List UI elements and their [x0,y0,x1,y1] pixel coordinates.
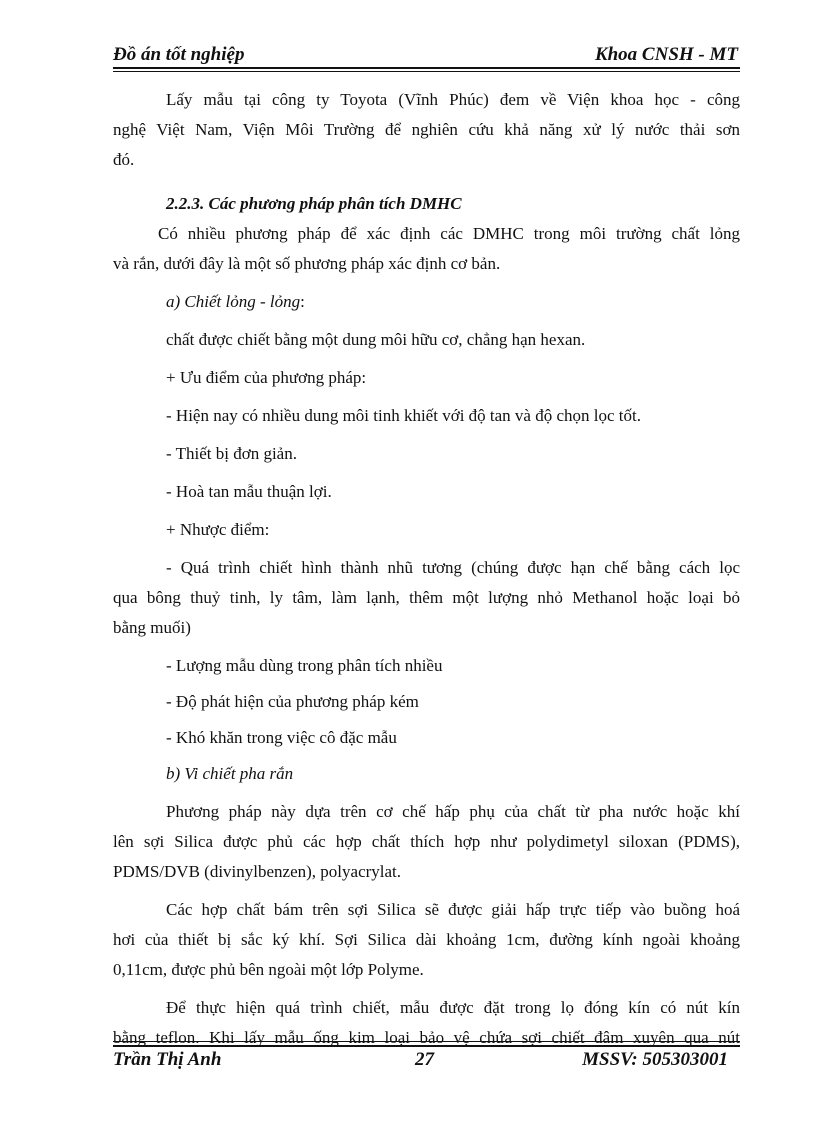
line: nghệ Việt Nam, Viện Môi Trường để nghiên cứu khả năng xử lý nước thải sơn [113,120,740,139]
list-item: - Khó khăn trong việc cô đặc mẫu [166,728,397,747]
paragraph-line: đó. [113,150,135,169]
line: lên sợi Silica được phủ các hợp chất thích hợp như polydimetyl siloxan (PDMS), [113,832,740,851]
paragraph-sampling [113,85,740,145]
line: Lấy mẫu tại công ty Toyota (Vĩnh Phúc) đem về Viện khoa học - công [166,90,740,109]
subheading-a [113,287,740,317]
footer-author: Trần Thị Anh [113,1049,222,1070]
header-department: Khoa CNSH - MT [594,44,738,65]
paragraph-silica [113,895,740,955]
paragraph-intro [113,219,740,249]
list-item: - Lượng mẫu dùng trong phân tích nhiều [166,656,443,675]
footer-student-id: MSSV: 505303001 [582,1049,728,1070]
paragraph-spme [113,797,740,857]
line: hơi của thiết bị sắc ký khí. Sợi Silica dài khoảng 1cm, đường kính ngoài khoảng [113,930,740,949]
line: Các hợp chất bám trên sợi Silica sẽ được giải hấp trực tiếp vào buồng hoá [166,900,740,919]
paragraph-line: 0,11cm, được phủ bên ngoài một lớp Polyme. [113,960,424,979]
section-heading: 2.2.3. Các phương pháp phân tích DMHC [166,194,462,213]
line: Phương pháp này dựa trên cơ chế hấp phụ của chất từ pha nước hoặc khí [166,802,740,821]
line: bằng teflon. Khi lấy mẫu ống kim loại bảo vệ chứa sợi chiết đâm xuyên qua nút [113,1028,740,1047]
footer-rule-thick [113,1045,740,1047]
list-item: + Nhược điểm: [166,520,270,539]
list-item: - Hoà tan mẫu thuận lợi. [166,482,332,501]
subheading-a-text: a) Chiết lỏng - lỏng [166,292,301,311]
line: - Quá trình chiết hình thành nhũ tương (chúng được hạn chế bằng cách lọc [166,558,740,577]
colon: : [300,292,305,311]
footer-rule-thin [113,1041,740,1042]
list-item: + Ưu điểm của phương pháp: [166,368,367,387]
paragraph-line: bằng muối) [113,618,191,637]
paragraph-line: PDMS/DVB (divinylbenzen), polyacrylat. [113,862,402,881]
page-number: 27 [415,1049,434,1070]
list-item: - Độ phát hiện của phương pháp kém [166,692,419,711]
header-title: Đồ án tốt nghiệp [113,44,245,65]
list-item: - Hiện nay có nhiều dung môi tinh khiết với độ tan và độ chọn lọc tốt. [166,406,641,425]
list-item: chất được chiết bằng một dung môi hữu cơ, chẳng hạn hexan. [166,330,586,349]
list-item: - Thiết bị đơn giản. [166,444,297,463]
header-rule-thin [113,71,740,72]
line: Có nhiều phương pháp để xác định các DMHC trong môi trường chất lỏng [158,224,740,243]
page-footer [113,1049,740,1073]
paragraph-line: và rắn, dưới đây là một số phương pháp xác định cơ bản. [113,254,501,273]
subheading-b: b) Vi chiết pha rắn [166,764,294,783]
page-header [113,44,738,68]
paragraph-procedure [113,993,740,1053]
paragraph-emulsion [113,553,740,613]
header-rule-thick [113,67,740,69]
page-body [113,85,740,1053]
line: Để thực hiện quá trình chiết, mẫu được đặt trong lọ đóng kín có nút kín [166,998,740,1017]
line: qua bông thuỷ tinh, ly tâm, làm lạnh, thêm một lượng nhỏ Methanol hoặc loại bỏ [113,588,740,607]
